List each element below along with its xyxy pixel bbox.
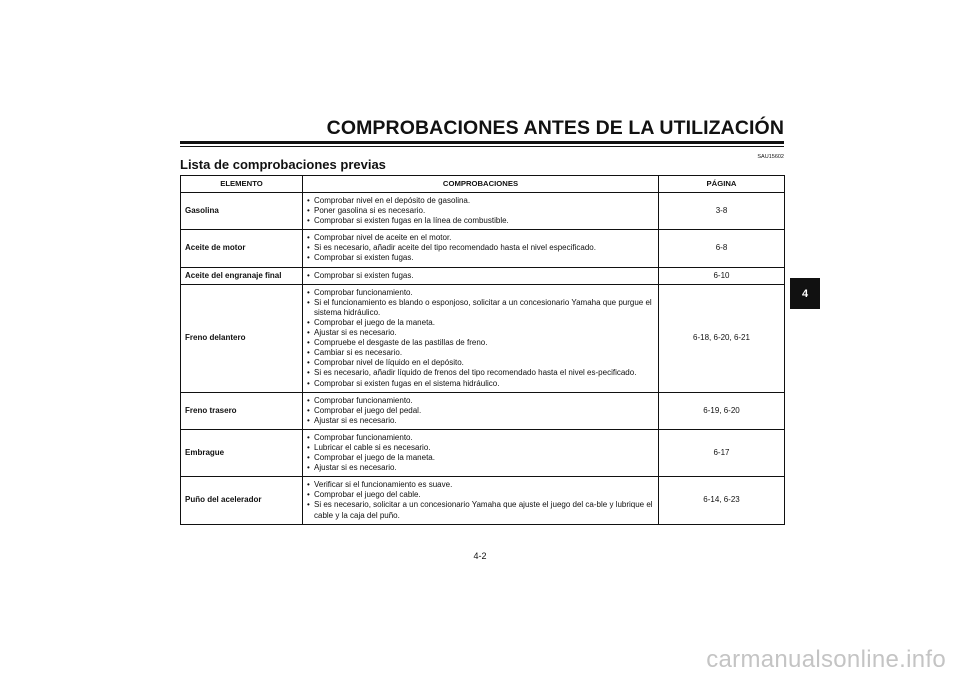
checks-table (180, 175, 785, 525)
row-element: Aceite de motor (181, 230, 303, 267)
row-page: 6-10 (659, 267, 785, 284)
table-row (181, 477, 785, 524)
checks-list (307, 480, 654, 520)
table-row (181, 193, 785, 230)
list-item: • Comprobar si existen fugas en la línea de combustible. (307, 216, 654, 226)
row-element: Embrague (181, 429, 303, 476)
checks-list (307, 196, 654, 226)
row-element: Freno trasero (181, 392, 303, 429)
list-item: • Ajustar si es necesario. (307, 416, 654, 426)
list-item: • Comprobar funcionamiento. (307, 433, 654, 443)
list-item: • Comprobar si existen fugas en el sistema hidráulico. (307, 379, 654, 389)
list-item: • Comprobar el juego del cable. (307, 490, 654, 500)
list-item: • Si es necesario, solicitar a un concesionario Yamaha que ajuste el juego del ca-ble y lubrique el cable y la caja del puño. (307, 500, 654, 520)
row-page: 6-19, 6-20 (659, 392, 785, 429)
row-page: 6-14, 6-23 (659, 477, 785, 524)
row-checks (303, 267, 659, 284)
checks-list (307, 396, 654, 426)
list-item: • Lubricar el cable si es necesario. (307, 443, 654, 453)
row-checks (303, 284, 659, 392)
list-item: • Poner gasolina si es necesario. (307, 206, 654, 216)
list-item: • Comprobar el juego de la maneta. (307, 318, 654, 328)
section-code: SAU15602 (757, 154, 784, 160)
table-row (181, 230, 785, 267)
row-element: Gasolina (181, 193, 303, 230)
list-item: • Verificar si el funcionamiento es suave. (307, 480, 654, 490)
table-row (181, 284, 785, 392)
checks-list (307, 271, 654, 281)
list-item: • Comprobar el juego del pedal. (307, 406, 654, 416)
header-rule-thick (180, 141, 784, 144)
list-item: • Ajustar si es necesario. (307, 328, 654, 338)
list-item: • Compruebe el desgaste de las pastillas de freno. (307, 338, 654, 348)
header-rule-thin (180, 146, 784, 147)
row-checks (303, 392, 659, 429)
table-row (181, 392, 785, 429)
table-body (181, 193, 785, 525)
watermark: carmanualsonline.info (706, 646, 946, 673)
checks-list (307, 233, 654, 263)
row-checks (303, 477, 659, 524)
list-item: • Cambiar si es necesario. (307, 348, 654, 358)
chapter-tab: 4 (790, 278, 820, 309)
list-item: • Comprobar si existen fugas. (307, 253, 654, 263)
list-item: • Comprobar nivel de aceite en el motor. (307, 233, 654, 243)
list-item: • Si es necesario, añadir líquido de frenos del tipo recomendado hasta el nivel es-pecificado. (307, 368, 654, 378)
list-item: • Si es necesario, añadir aceite del tipo recomendado hasta el nivel especificado. (307, 243, 654, 253)
list-item: • Comprobar si existen fugas. (307, 271, 654, 281)
table-header-row (181, 176, 785, 193)
list-item: • Ajustar si es necesario. (307, 463, 654, 473)
header-checks: COMPROBACIONES (303, 176, 659, 193)
row-page: 3-8 (659, 193, 785, 230)
row-checks (303, 230, 659, 267)
row-checks (303, 429, 659, 476)
list-item: • Comprobar nivel en el depósito de gasolina. (307, 196, 654, 206)
row-element: Puño del acelerador (181, 477, 303, 524)
row-element: Freno delantero (181, 284, 303, 392)
table-row (181, 429, 785, 476)
row-page: 6-18, 6-20, 6-21 (659, 284, 785, 392)
list-item: • Comprobar funcionamiento. (307, 396, 654, 406)
page-number: 4-2 (473, 551, 487, 561)
chapter-title: COMPROBACIONES ANTES DE LA UTILIZACIÓN (326, 117, 784, 139)
row-page: 6-8 (659, 230, 785, 267)
row-checks (303, 193, 659, 230)
row-page: 6-17 (659, 429, 785, 476)
section-title: Lista de comprobaciones previas (180, 157, 386, 172)
table-row (181, 267, 785, 284)
list-item: • Comprobar funcionamiento. (307, 288, 654, 298)
list-item: • Comprobar el juego de la maneta. (307, 453, 654, 463)
checks-list (307, 433, 654, 473)
checks-list (307, 288, 654, 389)
list-item: • Comprobar nivel de líquido en el depósito. (307, 358, 654, 368)
list-item: • Si el funcionamiento es blando o esponjoso, solicitar a un concesionario Yamaha que purgue el sistema hidráulico. (307, 298, 654, 318)
header-page: PÁGINA (659, 176, 785, 193)
header-element: ELEMENTO (181, 176, 303, 193)
row-element: Aceite del engranaje final (181, 267, 303, 284)
